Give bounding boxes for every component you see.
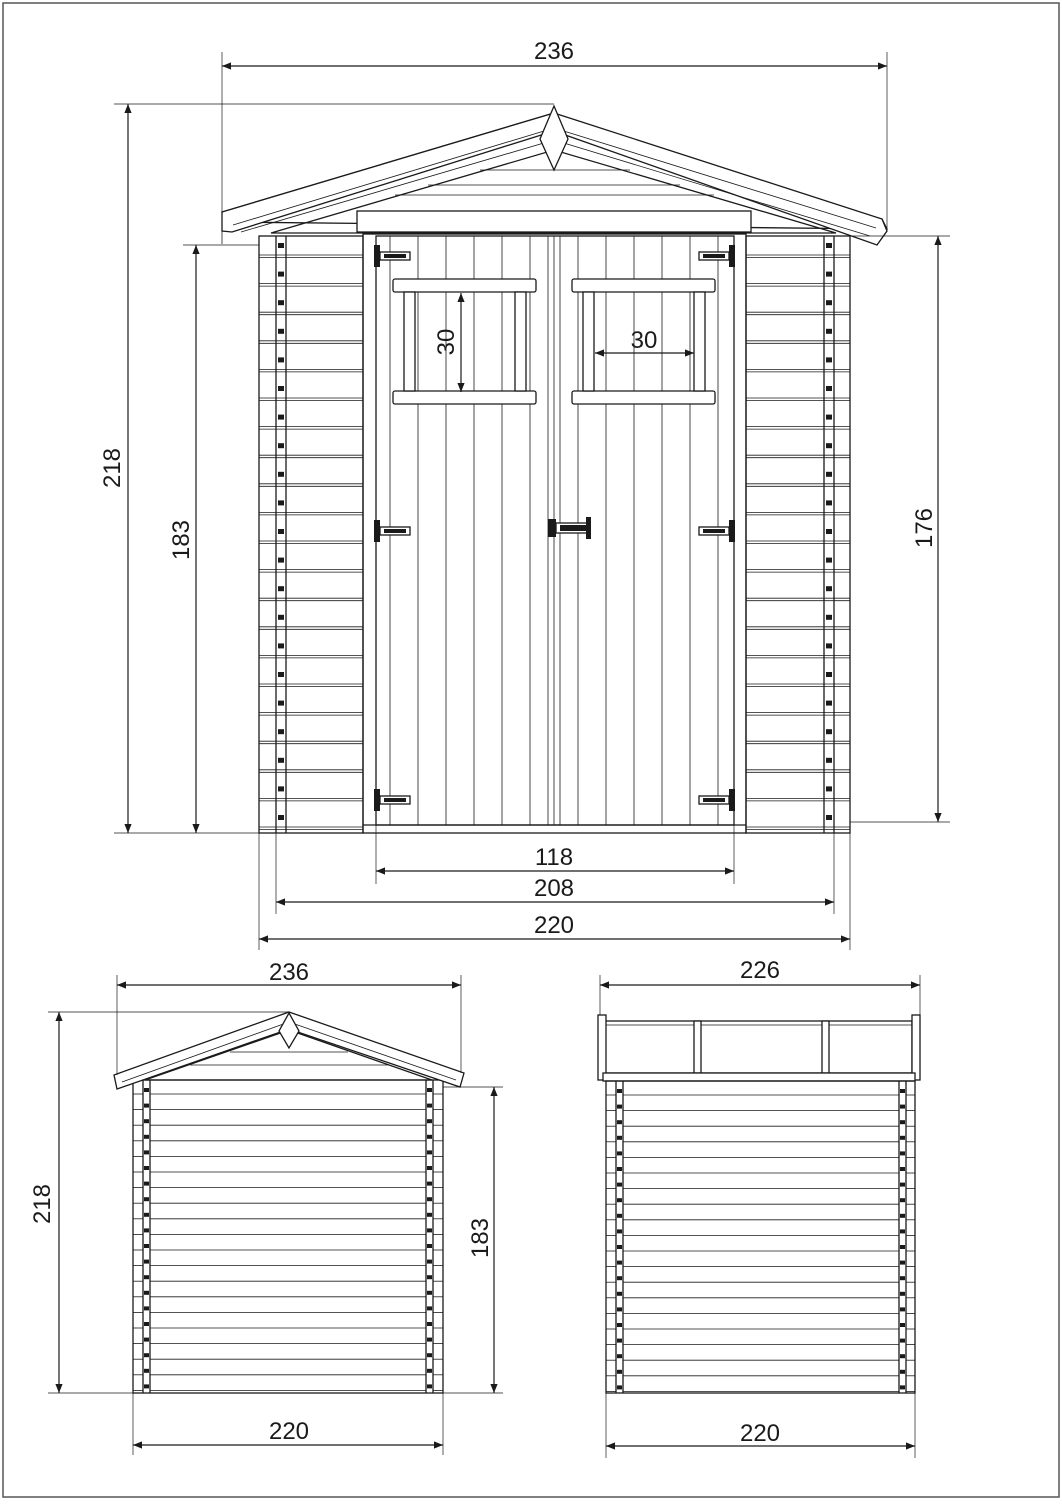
corner-notch xyxy=(144,1104,149,1108)
side-view xyxy=(29,959,503,1455)
hinge-strap-fill xyxy=(703,529,725,533)
corner-notch xyxy=(617,1354,622,1358)
corner-notch xyxy=(278,272,284,277)
corner-notch xyxy=(900,1198,905,1202)
corner-notch xyxy=(278,815,284,820)
corner-notch xyxy=(617,1183,622,1187)
corner-notch xyxy=(427,1260,432,1264)
corner-notch xyxy=(617,1089,622,1093)
corner-notch xyxy=(144,1338,149,1342)
dim-front-total-height: 218 xyxy=(99,447,126,489)
corner-notch xyxy=(427,1384,432,1388)
corner-notch xyxy=(427,1306,432,1310)
corner-notch xyxy=(826,300,832,305)
corner-notch xyxy=(826,643,832,648)
corner-notch xyxy=(617,1229,622,1233)
corner-notch xyxy=(826,272,832,277)
corner-notch xyxy=(617,1167,622,1171)
corner-notch xyxy=(900,1089,905,1093)
corner-notch xyxy=(278,529,284,534)
corner-notch xyxy=(826,472,832,477)
corner-notch xyxy=(900,1323,905,1327)
corner-notch xyxy=(900,1167,905,1171)
corner-notch xyxy=(617,1385,622,1389)
corner-notch xyxy=(826,729,832,734)
corner-notch xyxy=(900,1245,905,1249)
back-view xyxy=(598,957,920,1458)
corner-notch xyxy=(427,1322,432,1326)
corner-notch xyxy=(617,1339,622,1343)
corner-notch xyxy=(144,1228,149,1232)
dim-door-width: 118 xyxy=(534,844,574,871)
corner-notch xyxy=(278,758,284,763)
dim-front-wall-width: 220 xyxy=(533,912,575,939)
front-wall-boards xyxy=(259,255,850,830)
corner-notch xyxy=(617,1105,622,1109)
dim-side-base-width: 220 xyxy=(268,1418,310,1445)
corner-notch xyxy=(617,1120,622,1124)
corner-notch xyxy=(427,1228,432,1232)
corner-notch xyxy=(427,1291,432,1295)
side-dimensions xyxy=(48,975,503,1455)
corner-notch xyxy=(617,1198,622,1202)
corner-notch xyxy=(826,329,832,334)
corner-notch xyxy=(278,443,284,448)
side-wall-boards xyxy=(133,1094,443,1390)
corner-notch xyxy=(826,443,832,448)
corner-notch xyxy=(427,1275,432,1279)
dim-front-roof-width: 236 xyxy=(533,38,575,65)
corner-notch xyxy=(144,1182,149,1186)
corner-notch xyxy=(144,1166,149,1170)
corner-notch xyxy=(900,1292,905,1296)
corner-notch xyxy=(617,1323,622,1327)
corner-notch xyxy=(144,1291,149,1295)
corner-notch xyxy=(826,243,832,248)
corner-notch xyxy=(900,1307,905,1311)
corner-notch xyxy=(144,1119,149,1123)
hinge-plate xyxy=(729,789,735,811)
window-left xyxy=(393,279,536,404)
corner-notch xyxy=(900,1183,905,1187)
dim-side-total-height: 218 xyxy=(29,1183,56,1225)
back-roof xyxy=(598,1015,920,1081)
corner-notch xyxy=(144,1384,149,1388)
corner-notch xyxy=(900,1354,905,1358)
corner-notch xyxy=(900,1276,905,1280)
back-walls xyxy=(606,1081,915,1393)
corner-notch xyxy=(900,1261,905,1265)
dim-side-wall-height: 183 xyxy=(467,1217,494,1259)
corner-notch xyxy=(427,1182,432,1186)
side-roof xyxy=(114,1012,464,1089)
front-roof xyxy=(222,106,887,245)
hinge-strap-fill xyxy=(384,529,406,533)
corner-notch xyxy=(826,500,832,505)
corner-notch xyxy=(278,386,284,391)
dim-side-roof-width: 236 xyxy=(268,959,310,986)
dim-window-width: 30 xyxy=(630,327,658,354)
corner-notch xyxy=(617,1370,622,1374)
corner-notch xyxy=(900,1105,905,1109)
corner-notch xyxy=(826,529,832,534)
corner-notch xyxy=(144,1260,149,1264)
corner-notch xyxy=(900,1370,905,1374)
corner-notch xyxy=(900,1136,905,1140)
corner-notch xyxy=(826,615,832,620)
corner-notch xyxy=(278,243,284,248)
corner-notch xyxy=(826,357,832,362)
door-latch xyxy=(548,517,591,539)
corner-notch xyxy=(826,415,832,420)
corner-notch xyxy=(900,1214,905,1218)
corner-notch xyxy=(144,1306,149,1310)
hinge-strap-fill xyxy=(703,254,725,258)
corner-notch xyxy=(900,1151,905,1155)
corner-notch xyxy=(278,701,284,706)
hinge-plate xyxy=(374,789,380,811)
corner-notch xyxy=(617,1261,622,1265)
corner-notch xyxy=(826,701,832,706)
corner-notch xyxy=(900,1339,905,1343)
dim-front-wall-height: 183 xyxy=(168,519,195,561)
corner-notch xyxy=(826,586,832,591)
corner-notch xyxy=(144,1150,149,1154)
corner-notch xyxy=(278,558,284,563)
corner-notch xyxy=(427,1135,432,1139)
corner-notch xyxy=(278,786,284,791)
front-view xyxy=(99,38,950,950)
corner-notch xyxy=(278,300,284,305)
corner-notch xyxy=(144,1369,149,1373)
corner-notch xyxy=(826,758,832,763)
corner-notch xyxy=(826,815,832,820)
dim-front-door-height: 176 xyxy=(911,507,938,549)
corner-notch xyxy=(278,500,284,505)
corner-notch xyxy=(900,1385,905,1389)
corner-notch xyxy=(278,672,284,677)
corner-notch xyxy=(826,386,832,391)
corner-notch xyxy=(278,615,284,620)
corner-notch xyxy=(617,1136,622,1140)
corner-notch xyxy=(278,643,284,648)
corner-notch xyxy=(427,1244,432,1248)
corner-notch xyxy=(617,1307,622,1311)
corner-notch xyxy=(144,1197,149,1201)
corner-notch xyxy=(427,1166,432,1170)
hinge-strap-fill xyxy=(384,254,406,258)
corner-notch xyxy=(427,1197,432,1201)
corner-notch xyxy=(144,1244,149,1248)
back-wall-boards xyxy=(606,1095,915,1391)
corner-notch xyxy=(427,1088,432,1092)
corner-notch xyxy=(427,1369,432,1373)
corner-notch xyxy=(144,1213,149,1217)
hinge-plate xyxy=(374,245,380,267)
corner-notch xyxy=(826,672,832,677)
corner-notch xyxy=(617,1292,622,1296)
corner-notch xyxy=(278,357,284,362)
corner-notch xyxy=(427,1338,432,1342)
corner-notch xyxy=(900,1229,905,1233)
dim-window-height: 30 xyxy=(433,328,460,356)
corner-notch xyxy=(144,1135,149,1139)
corner-notch xyxy=(826,786,832,791)
corner-notch xyxy=(144,1353,149,1357)
dim-back-roof-depth: 226 xyxy=(739,957,781,984)
corner-notch xyxy=(427,1119,432,1123)
corner-notch xyxy=(617,1245,622,1249)
hinge-strap-fill xyxy=(703,798,725,802)
side-walls xyxy=(133,1080,443,1393)
corner-notch xyxy=(427,1353,432,1357)
dim-inner-wall-width: 208 xyxy=(533,875,575,902)
corner-notch xyxy=(427,1213,432,1217)
corner-notch xyxy=(278,586,284,591)
corner-notch xyxy=(278,329,284,334)
corner-notch xyxy=(427,1104,432,1108)
dim-back-base-width: 220 xyxy=(739,1420,781,1447)
corner-notch xyxy=(278,415,284,420)
hinge-plate xyxy=(374,520,380,542)
corner-notch xyxy=(826,558,832,563)
corner-notch xyxy=(900,1120,905,1124)
hinge-strap-fill xyxy=(384,798,406,802)
corner-notch xyxy=(144,1322,149,1326)
corner-notch xyxy=(617,1276,622,1280)
corner-notch xyxy=(144,1275,149,1279)
corner-notch xyxy=(278,472,284,477)
corner-notch xyxy=(617,1214,622,1218)
hinge-plate xyxy=(729,245,735,267)
corner-notch xyxy=(144,1088,149,1092)
hinge-plate xyxy=(729,520,735,542)
corner-notch xyxy=(617,1151,622,1155)
corner-notch xyxy=(278,729,284,734)
corner-notch xyxy=(427,1150,432,1154)
